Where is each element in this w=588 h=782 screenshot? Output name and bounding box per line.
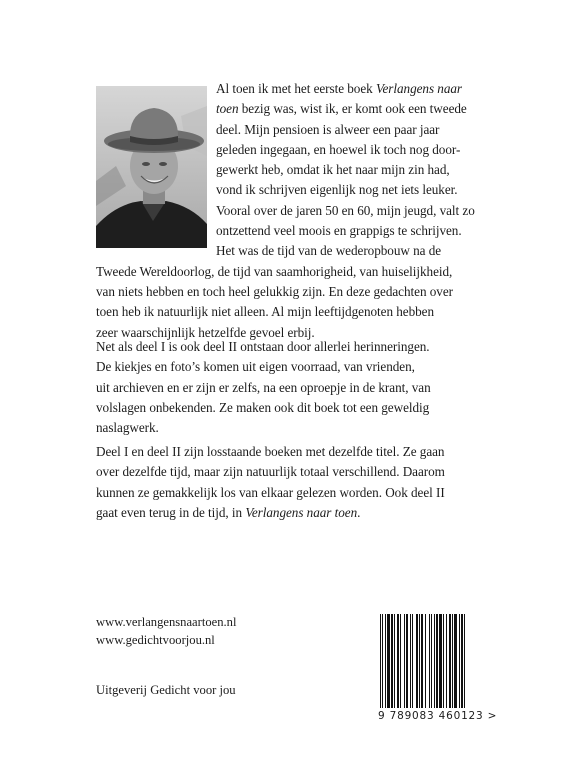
barcode-bar: [394, 614, 395, 708]
barcode-bar: [464, 614, 465, 708]
barcode-bar: [397, 614, 399, 708]
text-line: vond ik schrijven eigenlijk nog net iets leuker.: [216, 182, 458, 198]
barcode-bar: [425, 614, 426, 708]
barcode-bar: [429, 614, 430, 708]
series-paragraph: [96, 442, 496, 523]
barcode-bar: [406, 614, 408, 708]
text-line: naslagwerk.: [96, 420, 159, 436]
text-line: toen bezig was, wist ik, er komt ook een tweede: [216, 101, 467, 117]
text-line: Net als deel I is ook deel II ontstaan door allerlei herinneringen.: [96, 339, 430, 354]
barcode-bar: [387, 614, 390, 708]
barcode-bar: [380, 614, 381, 708]
publisher-name: Uitgeverij Gedicht voor jou: [96, 683, 236, 697]
website-links: [96, 613, 236, 649]
text-line: ontzettend veel moois en grappigs te schrijven.: [216, 223, 462, 239]
barcode-bar: [391, 614, 393, 708]
barcode-bar: [421, 614, 423, 708]
intro-paragraph: [96, 79, 496, 343]
barcode-bar: [431, 614, 432, 708]
text-line: Al toen ik met het eerste boek Verlangens naar: [216, 81, 463, 96]
text-line: Het was de tijd van de wederopbouw na de: [216, 243, 442, 259]
barcode-bar: [410, 614, 411, 708]
text-line: uit archieven en er zijn er zelfs, na een oproepje in de krant, van: [96, 379, 431, 395]
text-line: zeer waarschijnlijk hetzelfde gevoel erbij.: [96, 324, 315, 340]
barcode-bar: [459, 614, 460, 708]
text-line: gaat even terug in de tijd, in Verlangens naar toen.: [96, 504, 361, 520]
barcode-bar: [454, 614, 457, 708]
barcode-bar: [461, 614, 463, 708]
barcode-bar: [412, 614, 413, 708]
text-line: over dezelfde tijd, maar zijn natuurlijk totaal verschillend. Daarom: [96, 464, 445, 480]
text-line: toen heb ik natuurlijk niet alleen. Al mijn leeftijdgenoten hebben: [96, 304, 435, 320]
text-line: Tweede Wereldoorlog, de tijd van saamhorigheid, van huiselijkheid,: [96, 263, 453, 279]
barcode-bar: [449, 614, 451, 708]
text-line: deel. Mijn pensioen is alweer een paar jaar: [216, 121, 440, 137]
text-line: Vooral over de jaren 50 en 60, mijn jeugd, valt zo: [216, 202, 475, 218]
barcode-bar: [452, 614, 453, 708]
isbn-number: 9 789083 460123 >: [378, 710, 498, 722]
text-line: De kiekjes en foto’s komen uit eigen voorraad, van vrienden,: [96, 359, 415, 375]
barcode-bar: [382, 614, 383, 708]
barcode-bar: [446, 614, 447, 708]
text-line: kunnen ze gemakkelijk los van elkaar gelezen worden. Ook deel II: [96, 484, 445, 500]
text-line: Deel I en deel II zijn losstaande boeken met dezelfde titel. Ze gaan: [96, 444, 445, 459]
barcode-bar: [434, 614, 435, 708]
barcode-bar: [443, 614, 444, 708]
sources-paragraph: [96, 337, 496, 438]
text-line: volslagen onbekenden. Ze maken ook dit boek tot een geweldig: [96, 399, 430, 415]
text-line: geleden ingegaan, en hoewel ik toch nog door-: [216, 141, 461, 157]
barcode-bar: [439, 614, 442, 708]
barcode-bar: [416, 614, 418, 708]
barcode-bar: [400, 614, 401, 708]
barcode-bar: [385, 614, 386, 708]
barcode-bar: [436, 614, 438, 708]
barcode-bar: [419, 614, 420, 708]
text-line: gewerkt heb, omdat ik het naar mijn zin had,: [216, 162, 450, 178]
isbn-barcode: [380, 614, 497, 708]
website-link-verlangensnaartoen[interactable]: www.verlangensnaartoen.nl: [96, 615, 237, 629]
text-line: van niets hebben en toch heel gelukkig zijn. En deze gedachten over: [96, 283, 453, 299]
website-link-gedichtvoorjou[interactable]: www.gedichtvoorjou.nl: [96, 633, 215, 647]
barcode-bar: [404, 614, 405, 708]
